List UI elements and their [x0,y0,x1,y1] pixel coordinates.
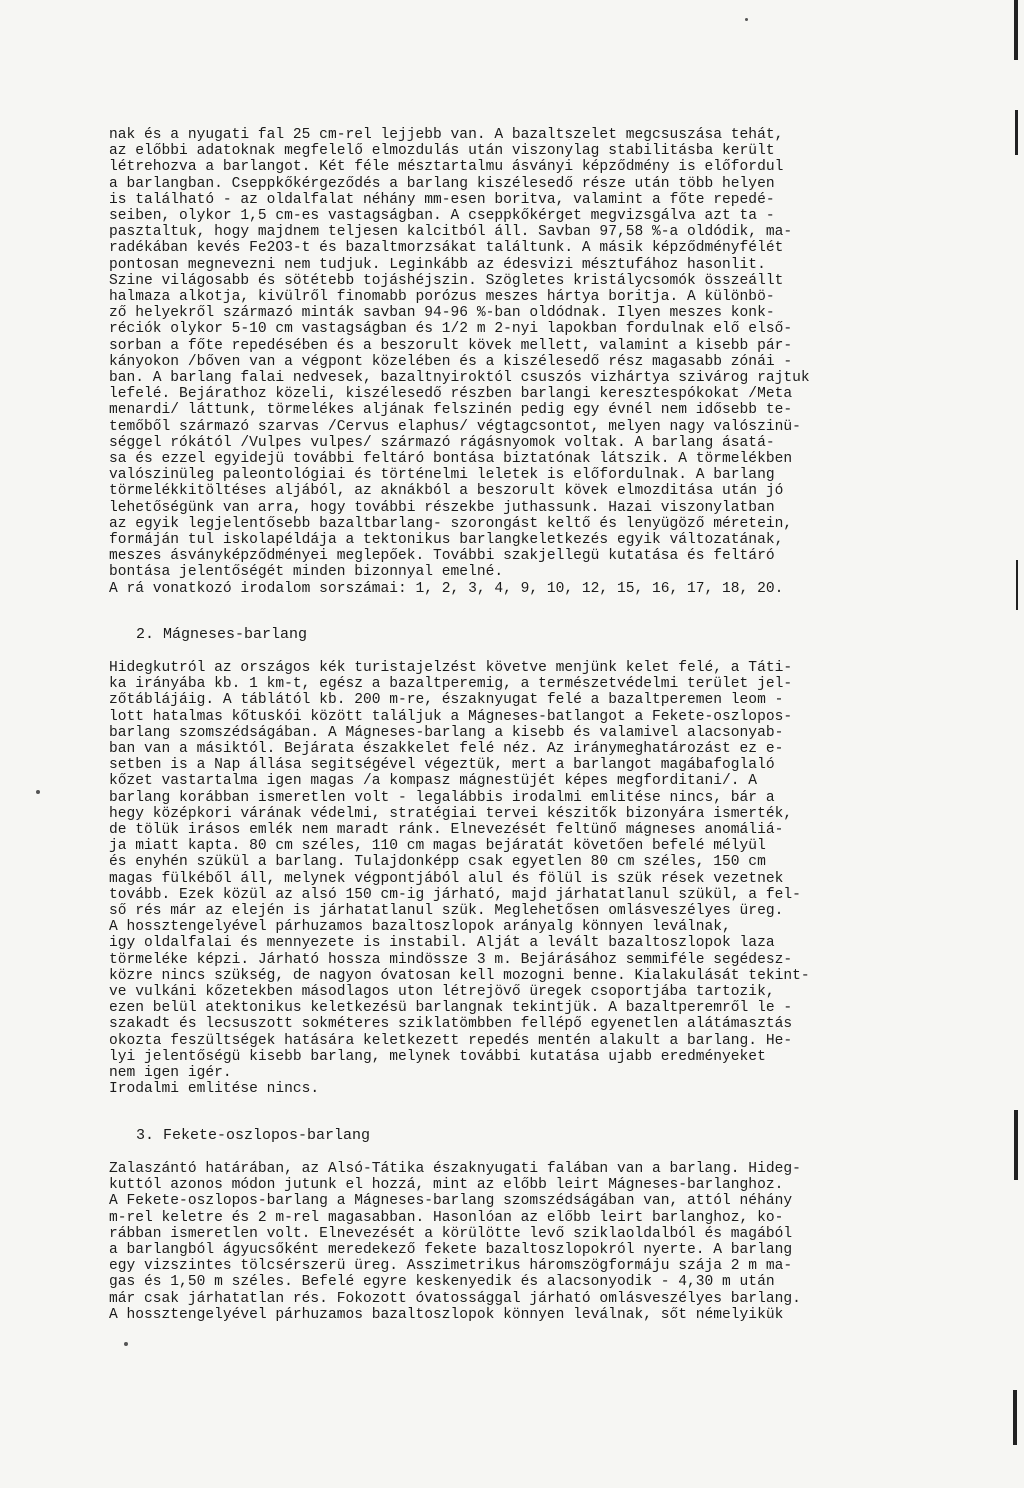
text-line: egy vizszintes tölcsérszerü üreg. Asszimetrikus háromszögformáju szája 2 m ma- [109,1258,793,1275]
text-line: ző helyekről származó minták savban 94-96 %-ban oldódnak. Ilyen meszes konk- [109,305,775,322]
text-line: m-rel keletre és 2 m-rel magasabban. Hasonlóan az előbb leirt barlanghoz, ko- [109,1209,784,1226]
text-line: ezen belül atektonikus keletkezésü barlangnak tekintjük. A bazaltperemről le - [109,1000,793,1017]
text-line: ban van a másiktól. Bejárata északkelet felé néz. Az iránymeghatározást ez e- [109,741,784,758]
text-line: ja miatt kapta. 80 cm széles, 110 cm magas bejáratát követően befelé mélyül [109,838,766,855]
text-line: réciók olykor 5-10 cm vastagságban és 1/2 m 2-nyi lapokban fordulnak elő első- [109,321,793,338]
scan-edge-mark-upper [1015,110,1018,155]
text-line: lyi jelentőségü kisebb barlang, melynek további kutatása ujabb eredményeket [109,1048,766,1065]
scan-speck [745,18,748,21]
section-1-body [109,127,929,597]
text-line: tovább. Ezek közül az alsó 150 cm-ig járható, majd járhatatlanul szükül, a fel- [109,886,801,903]
text-line: sa és ezzel egyidejü további feltáró bontása biztatónak látszik. A törmelékben [109,451,793,468]
text-line: az egyik legjelentősebb bazaltbarlang- szorongást keltő és lenyügöző méretein, [109,515,793,532]
scan-edge-mark-bottom [1013,1390,1017,1445]
text-line: lott hatalmas kőtuskói között találjuk a Mágneses-batlangot a Fekete-oszlopos- [109,708,793,725]
text-line: Hidegkutról az országos kék turistajelzést követve menjünk kelet felé, a Táti- [109,660,793,676]
text-line: seiben, olykor 1,5 cm-es vastagságban. A cseppkőkérget megvizsgálva azt ta - [109,208,775,225]
text-line: A hossztengelyével párhuzamos bazaltoszlopok könnyen leválnak, sőt némelyikük [109,1306,784,1323]
text-line: kányokon /bőven van a végpont közelében és a kiszélesedő rész magasabb zónái - [109,353,793,370]
text-line: radékában kevés Fe2O3-t és bazaltmorzsákat találtunk. A másik képződményfélét [109,240,784,257]
text-line: már csak járhatatlan rés. Fokozott óvatossággal járható omlásveszélyes barlang. [109,1290,801,1307]
text-line: a barlangban. Cseppkőkérgeződés a barlang kiszélesedő része után több helyen [109,175,775,192]
text-line: Irodalmi emlitése nincs. [109,1081,320,1098]
scan-edge-mark-top [1014,0,1018,60]
text-line: A Fekete-oszlopos-barlang a Mágneses-barlang szomszédságában van, attól néhány [109,1193,793,1210]
scan-edge-mark-middle [1016,560,1018,610]
text-line: zőtáblájáig. A táblától kb. 200 m-re, északnyugat felé a bazaltperemen leom - [109,692,784,709]
text-line: pontosan megnevezni nem tudjuk. Leginkább az édesvizi mésztufához hasonlit. [109,256,766,273]
text-line: nak és a nyugati fal 25 cm-rel lejjebb van. A bazaltszelet megcsuszása tehát, [109,127,784,143]
text-line: szakadt és lecsuszott sokméteres sziklatömbben fellépő egyenetlen alátámasztás [109,1016,793,1033]
text-line: törmelékkitöltéses aljából, az aknákból a beszorult kövek elmozditása után jó [109,483,784,500]
text-line: valószinüleg paleontológiai és történelmi leletek is előfordulnak. A barlang [109,467,775,484]
section-2-heading: 2. Mágneses-barlang [136,626,308,643]
text-line: pasztaltuk, hogy majdnem teljesen kalcitból áll. Savban 97,58 %-a oldódik, ma- [109,224,793,241]
text-line: is található - az oldalfalat néhány mm-esen boritva, valamint a főte repedé- [109,191,775,208]
text-line: ban. A barlang falai nedvesek, bazaltnyiroktól csuszós vizhártya szivárog rajtuk [109,370,810,387]
text-line: ső rés már az elején is járhatatlanul szük. Meglehetősen omlásveszélyes üreg. [109,903,784,920]
text-line: és enyhén szükül a barlang. Tulajdonképp csak egyetlen 80 cm széles, 150 cm [109,854,766,871]
text-line: kőzet vastartalma igen magas /a kompasz mágnestüjét képes megforditani/. A [109,773,758,790]
text-line: barlang korábban ismeretlen volt - legalábbis irodalmi emlitése nincs, bár a [109,789,775,806]
text-line: setben is a Nap állása segitségével végeztük, mert a barlangot magábafoglaló [109,757,775,774]
text-line: menardi/ láttunk, törmelékes aljának felszinén pedig egy évnél nem idősebb te- [109,402,793,419]
text-line: a barlangból ágyucsőként meredekező fekete bazaltoszlopokról nyerte. A barlang [109,1242,793,1259]
scan-speck [124,1342,128,1346]
text-line: ka irányába kb. 1 km-t, egész a bazaltperemig, a természetvédelmi terület jel- [109,676,793,693]
text-line: temőből származó szarvas /Cervus elaphus/ végtagcsontot, melyen nagy valószinü- [109,418,801,435]
text-line: barlang szomszédságában. A Mágneses-barlang a kisebb és valamivel alacsonyab- [109,724,784,741]
text-line: A hossztengelyével párhuzamos bazaltoszlopok arányalg könnyen leválnak, [109,919,731,936]
text-line: gas és 1,50 m széles. Befelé egyre keskenyedik és alacsonyodik - 4,30 m után [109,1274,775,1291]
text-line: törmeléke képzi. Járható hossza mindössze 3 m. Bejárásához semmiféle segédesz- [109,951,793,968]
text-line: Szine világosabb és sötétebb tojáshéjszin. Szögletes kristálycsomók összeállt [109,272,784,289]
text-line: igy oldalfalai és mennyezete is instabil. Alját a levált bazaltoszlopok laza [109,935,775,952]
text-line: ve vulkáni kőzetekben másodlagos uton létrejövő üregek csoportjába tartozik, [109,984,775,1001]
text-line: rábban ismeretlen volt. Elnevezését a körülötte levő sziklaoldalból és magából [109,1225,793,1242]
text-line: nem igen igér. [109,1065,232,1082]
text-line: lehetőségünk van arra, hogy további részekbe juthassunk. Hazai viszonylatban [109,499,775,516]
text-line: lefelé. Bejárathoz közeli, kiszélesedő részben barlangi keresztespókokat /Meta [109,386,793,403]
text-line: hegy középkori várának védelmi, stratégiai tervei készitők bizonyára ismerték, [109,805,793,822]
text-line: magas fülkéből áll, melynek végpontjából alul és fölül is szük rések vezetnek [109,870,784,887]
text-line: bontása jelentőségét minden bizonnyal emelné. [109,564,504,581]
text-line: séggel rókától /Vulpes vulpes/ származó rágásnyomok voltak. A barlang ásatá- [109,434,775,451]
text-line: meszes ásványképződményei meglepőek. További szakjellegü kutatása és feltáró [109,548,775,565]
text-line: sorban a főte repedésében és a beszorult kövek mellett, valamint a kisebb pár- [109,337,793,354]
section-3-heading: 3. Fekete-oszlopos-barlang [136,1127,371,1144]
scan-edge-mark-lower [1014,1110,1018,1180]
text-line: halmaza alkotja, kivülről finomabb porózus meszes hártya boritja. A különbö- [109,289,775,306]
text-line: létrehozva a barlangot. Két féle mésztartalmu ásványi képződmény is előfordul [109,159,784,176]
scan-speck [36,790,40,794]
section-2-body [109,660,929,1097]
text-line: formáján tul iskolapéldája a tektonikus barlangkeletkezés egyik változatának, [109,532,784,549]
text-line: kuttól azonos módon jutunk el hozzá, mint az előbb leirt Mágneses-barlanghoz. [109,1177,784,1194]
text-line: közre nincs szükség, de nagyon óvatosan kell mozogni benne. Kialakulását tekint- [109,967,810,984]
text-line: de tölük irásos emlék nem maradt ránk. Elnevezését feltünő mágneses anomáliá- [109,822,784,839]
text-line: az előbbi adatoknak megfelelő elmozdulás után viszonylag stabilitásba került [109,143,775,160]
text-line: A rá vonatkozó irodalom sorszámai: 1, 2, 3, 4, 9, 10, 12, 15, 16, 17, 18, 20. [109,580,784,597]
text-line: okozta feszültségek hatására keletkezett repedés mentén alakult a barlang. He- [109,1032,793,1049]
text-line: Zalaszántó határában, az Alsó-Tátika északnyugati falában van a barlang. Hideg- [109,1161,801,1177]
section-3-body [109,1161,929,1323]
